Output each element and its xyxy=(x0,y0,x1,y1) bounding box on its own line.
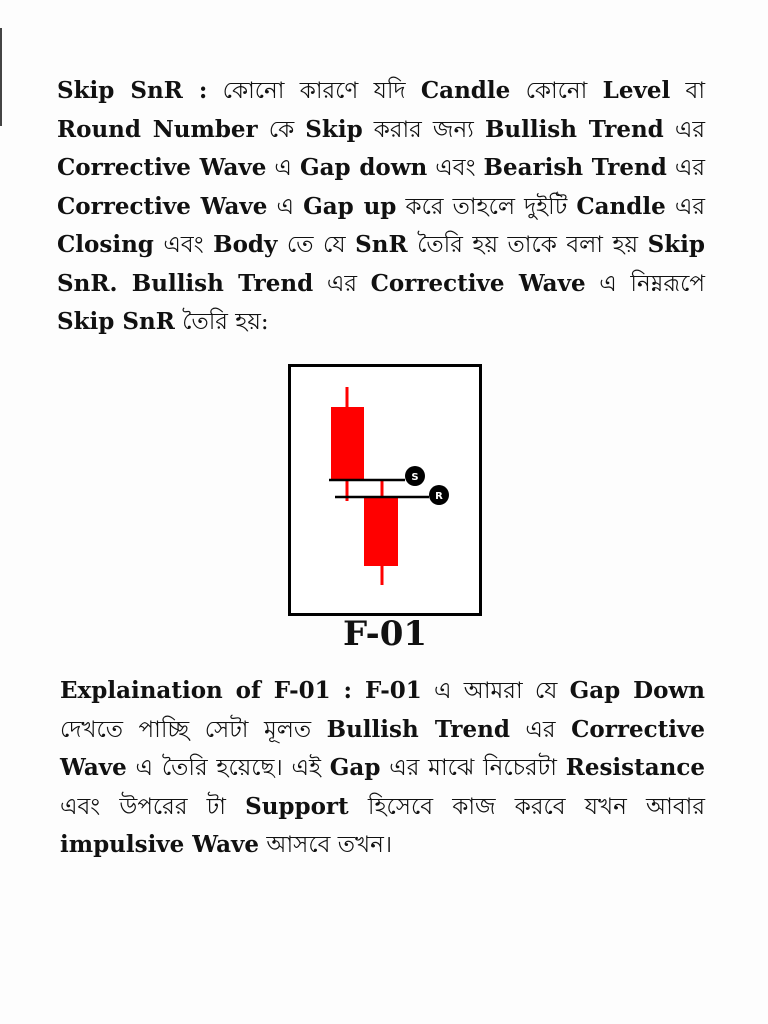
figure-caption: F-01 xyxy=(342,614,428,654)
candle-1-body xyxy=(331,407,364,479)
resistance-marker-label: R xyxy=(435,491,443,502)
term-skip-snr: Skip SnR : xyxy=(57,77,208,104)
intro-paragraph: Skip SnR : কোনো কারণে যদি Candle কোনো Level বা Round Number কে Skip করার জন্য Bullish Trend এর Corrective Wave এ Gap down এবং Bearish Trend এর Corrective Wave এ Gap up করে তাহলে দুইটি Candle এর Closing এবং Body তে যে SnR তৈরি হয় তাকে বলা হয় Skip SnR. Bullish Trend এর Corrective Wave এ নিম্নরূপে Skip SnR তৈরি হয়: xyxy=(57,77,705,335)
page-edge-line xyxy=(0,28,2,126)
candlestick-diagram xyxy=(291,367,479,613)
candle-2-body xyxy=(364,496,398,566)
explanation-heading: Explaination of F-01 : F-01 xyxy=(60,677,422,704)
explanation-paragraph: Explaination of F-01 : F-01 এ আমরা যে Gap Down দেখতে পাচ্ছি সেটা মূলত Bullish Trend এর Corrective Wave এ তৈরি হয়েছে। এই Gap এর মাঝে নিচেরটা Resistance এবং উপরের টা Support হিসেবে কাজ করবে যখন আবার impulsive Wave আসবে তখন। xyxy=(60,677,706,858)
support-marker-label: S xyxy=(411,472,419,483)
candlestick-figure xyxy=(288,364,482,616)
